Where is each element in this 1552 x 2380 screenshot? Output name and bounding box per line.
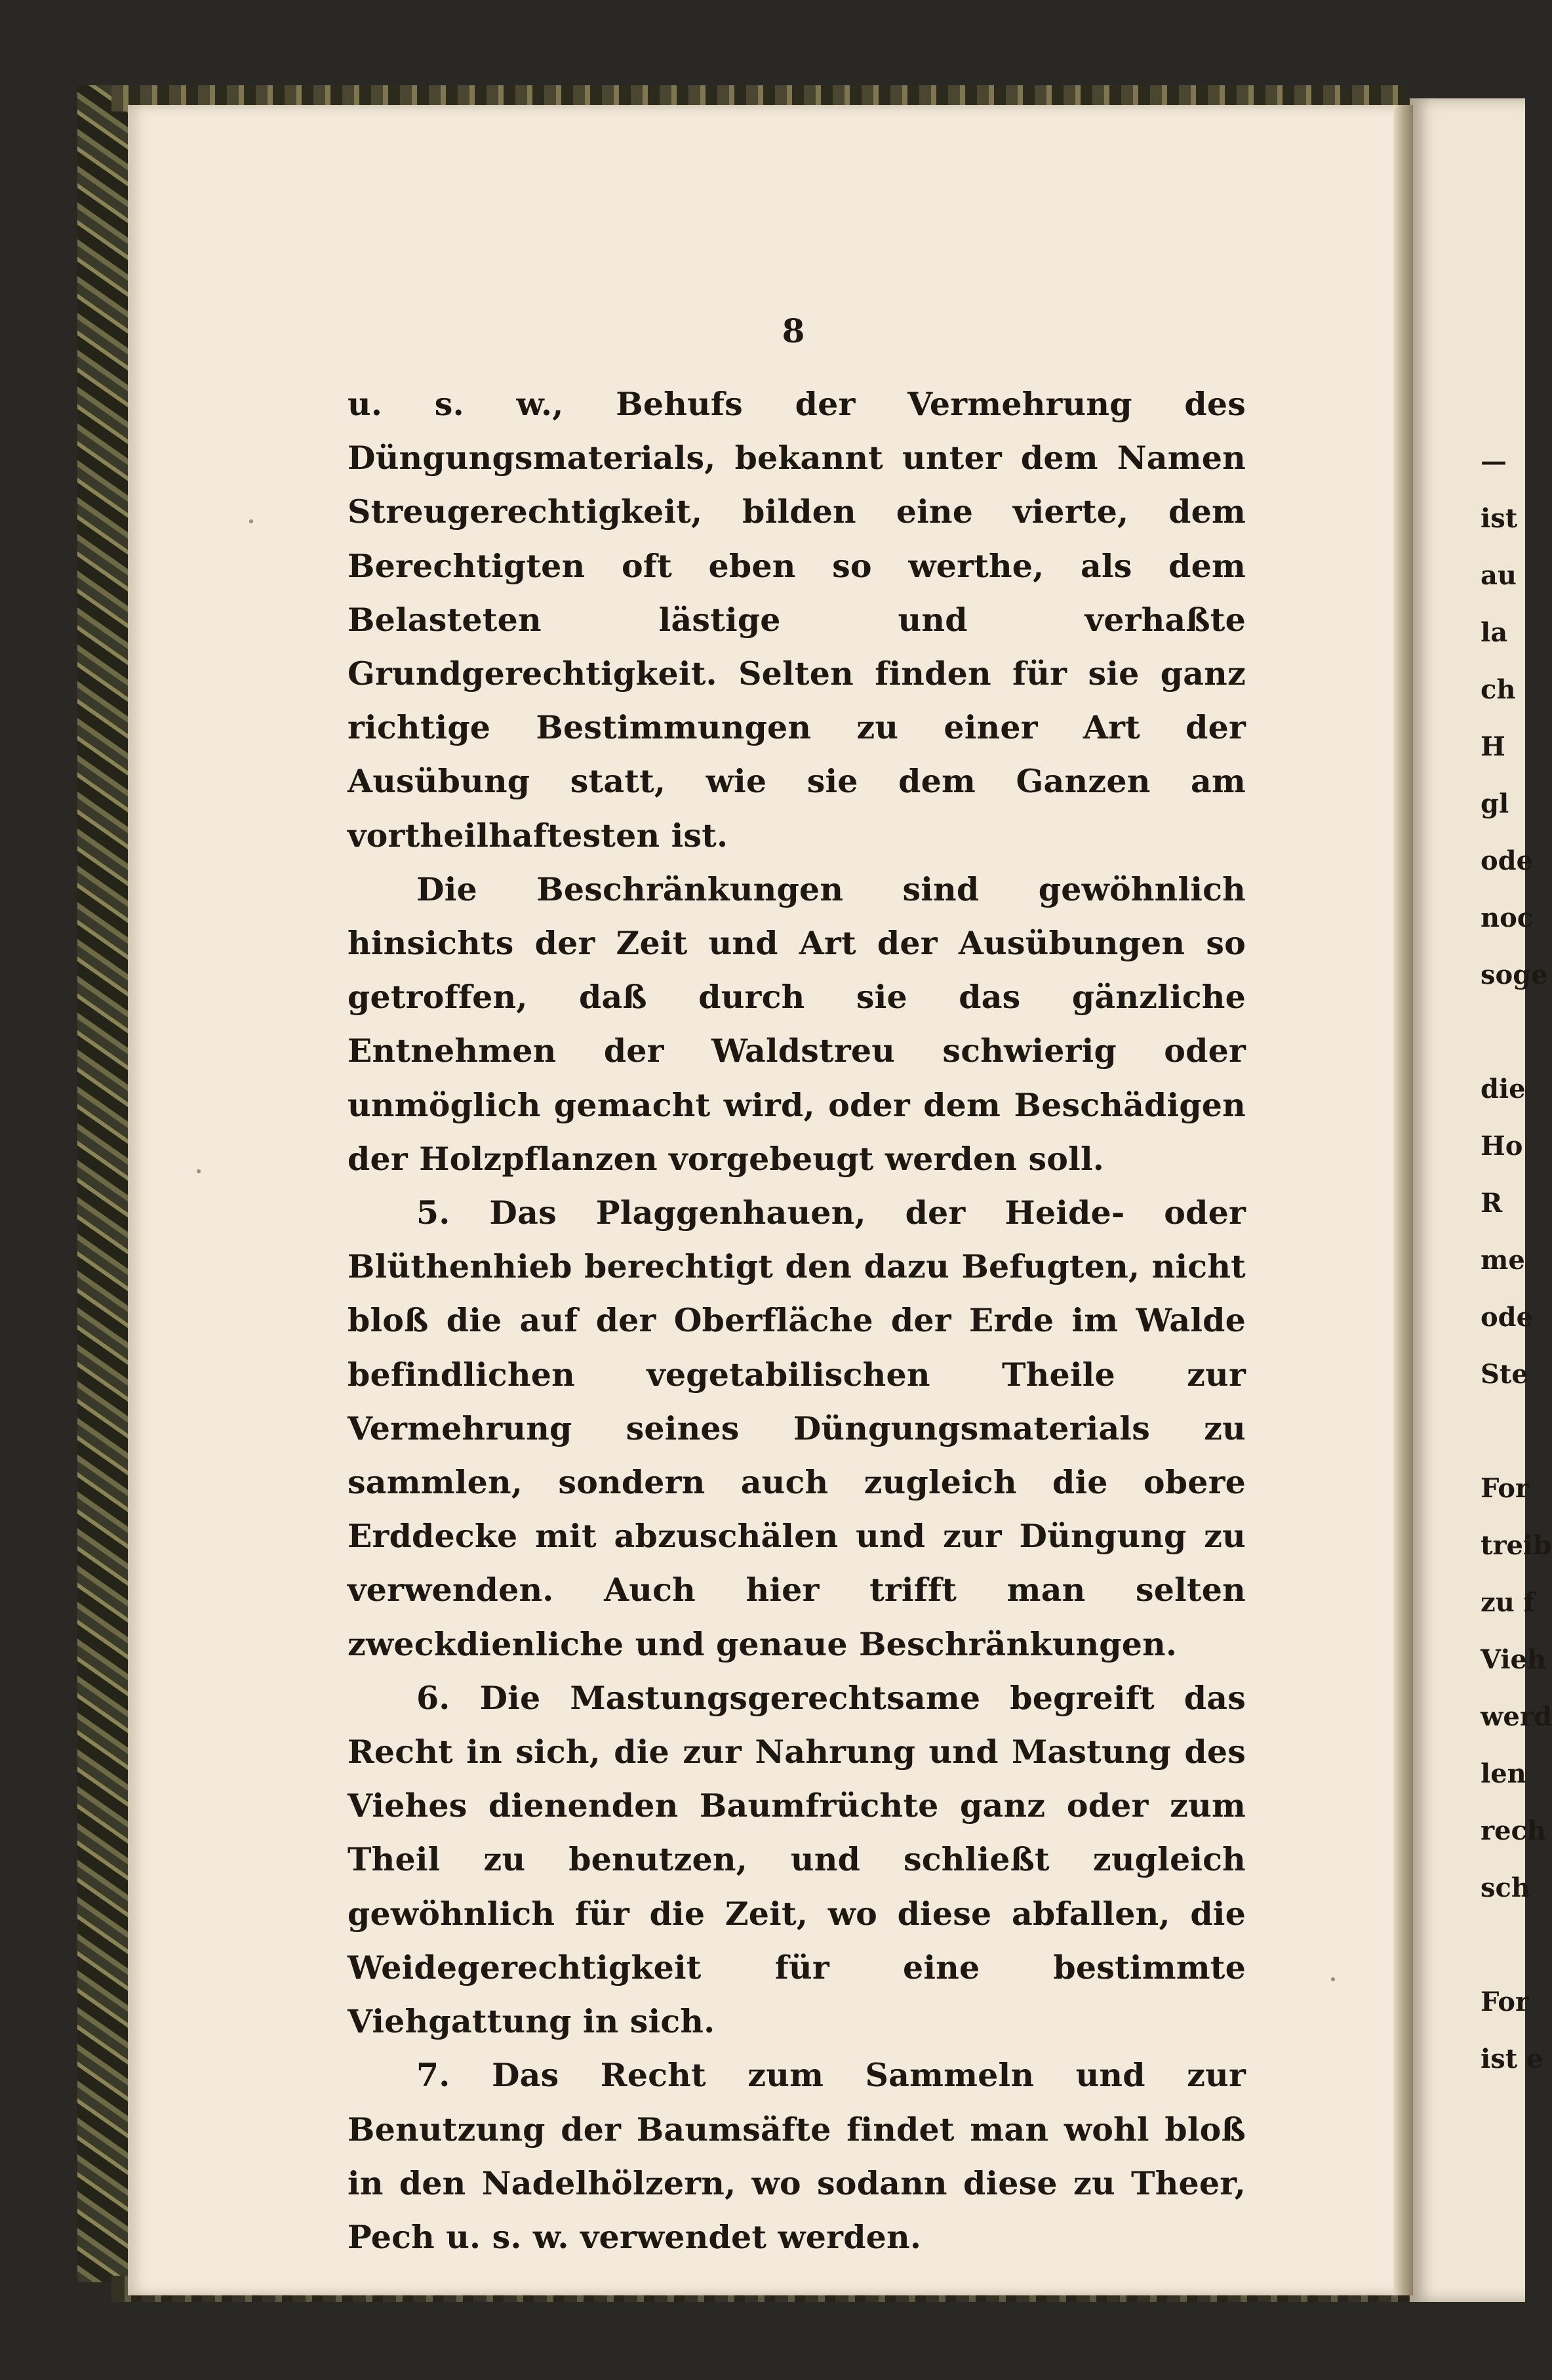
margin-fragment: ode bbox=[1481, 845, 1534, 876]
margin-fragment: treib bbox=[1481, 1530, 1552, 1561]
paper-speck bbox=[1331, 1977, 1335, 1981]
margin-fragment bbox=[1481, 1916, 1525, 1973]
margin-fragment: die bbox=[1481, 1074, 1526, 1104]
next-page-text-fragments bbox=[1481, 433, 1552, 2088]
paragraph-3: 5. Das Plaggenhauen, der Heide- oder Blüthenhieb berechtigt den dazu Befugten, nicht bloß die auf der Oberfläche der Erde im Walde befindlichen vegetabilischen Theile zur Vermehrung seines Düngungsmaterials zu sammlen, sondern auch zugleich die obere Erddecke mit abzuschälen und zur Düngung zu verwenden. Auch hier trifft man selten zweckdienliche und genaue Beschränkungen. bbox=[348, 1194, 1246, 1663]
margin-fragment bbox=[1481, 1403, 1525, 1460]
margin-fragment: ist bbox=[1481, 503, 1518, 534]
paragraph-4: 6. Die Mastungsgerechtsame begreift das Recht in sich, die zur Nahrung und Mastung des Viehes dienenden Baumfrüchte ganz oder zum Theil zu benutzen, und schließt zugleich gewöhnlich für die Zeit, wo diese abfallen, die Weidegerechtigkeit für eine bestimmte Viehgattung in sich. bbox=[348, 1678, 1246, 2041]
margin-fragment: ch bbox=[1481, 674, 1516, 705]
margin-fragment: la bbox=[1481, 617, 1508, 648]
margin-fragment: soge bbox=[1481, 959, 1548, 990]
page-gutter bbox=[1393, 105, 1413, 2295]
margin-fragment: au bbox=[1481, 560, 1517, 591]
paragraph-1: u. s. w., Behufs der Vermehrung des Düngungsmaterials, bekannt unter dem Namen Streugerechtigkeit, bilden eine vierte, dem Berechtigten oft eben so werthe, als dem Belasteten lästige und verhaßte Grundgerechtigkeit. Selten finden für sie ganz richtige Bestimmungen zu einer Art der Ausübung statt, wie sie dem Ganzen am vortheilhaftesten ist. bbox=[348, 385, 1246, 855]
paragraph-2: Die Beschränkungen sind gewöhnlich hinsichts der Zeit und Art der Ausübungen so getroffen, daß durch sie das gänzliche Entnehmen der Waldstreu schwierig oder unmöglich gemacht wird, oder dem Beschädigen der Holzpflanzen vorgebeugt werden soll. bbox=[348, 870, 1246, 1178]
margin-fragment: Ho bbox=[1481, 1131, 1523, 1161]
margin-fragment: — bbox=[1481, 446, 1507, 477]
page-number: 8 bbox=[782, 312, 805, 350]
margin-fragment: rech bbox=[1481, 1815, 1546, 1846]
margin-fragment: gl bbox=[1481, 788, 1509, 819]
margin-fragment: Ste bbox=[1481, 1359, 1528, 1390]
margin-fragment: Vieh bbox=[1481, 1644, 1547, 1675]
margin-fragment: zu f bbox=[1481, 1587, 1535, 1618]
margin-fragment: For bbox=[1481, 1987, 1529, 2017]
margin-fragment: noc bbox=[1481, 902, 1534, 933]
paper-speck bbox=[197, 1169, 201, 1173]
margin-fragment: sch bbox=[1481, 1872, 1530, 1903]
margin-fragment bbox=[1481, 1003, 1525, 1060]
margin-fragment: ode bbox=[1481, 1302, 1534, 1333]
margin-fragment: H bbox=[1481, 731, 1505, 762]
margin-fragment: werd bbox=[1481, 1701, 1552, 1732]
margin-fragment: ist e bbox=[1481, 2044, 1543, 2074]
margin-fragment: R bbox=[1481, 1188, 1503, 1219]
paragraph-5: 7. Das Recht zum Sammeln und zur Benutzung der Baumsäfte findet man wohl bloß in den Nadelhölzern, wo sodann diese zu Theer, Pech u. s. w. verwendet werden. bbox=[348, 2056, 1246, 2256]
margin-fragment: For bbox=[1481, 1473, 1529, 1504]
margin-fragment: len bbox=[1481, 1758, 1526, 1789]
paper-speck bbox=[249, 519, 253, 523]
margin-fragment: me bbox=[1481, 1245, 1525, 1276]
page-text bbox=[348, 377, 1246, 2264]
